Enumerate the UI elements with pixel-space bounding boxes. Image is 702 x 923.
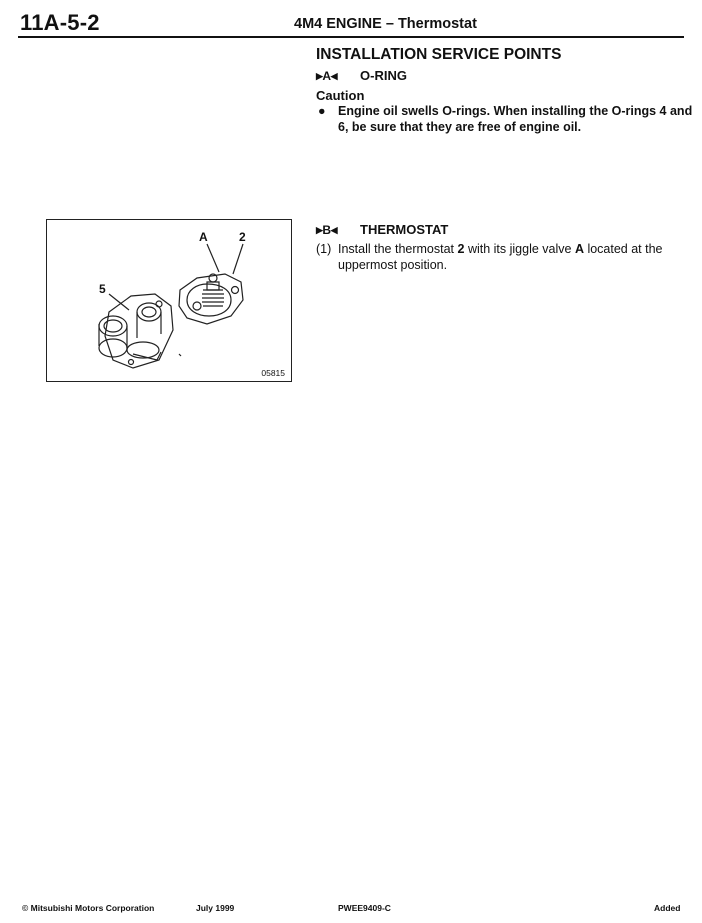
bullet-icon: ● [318,104,326,118]
step-text: Install the thermostat 2 with its jiggle valve A located at the uppermost position. [338,242,663,272]
publish-date: July 1999 [196,903,235,913]
copyright: © Mitsubishi Motors Corporation [22,903,155,913]
caution-label: Caution [316,88,365,103]
right-triangle-icon: ▶ [316,71,323,81]
caution-text: Engine oil swells O-rings. When installing the O-rings 4 and 6, be sure that they are free of engine oil. [338,104,693,134]
callout-5: 5 [99,282,106,296]
thermostat-illustration [46,219,292,382]
page-title: 4M4 ENGINE – Thermostat [294,16,477,32]
oring-heading [316,68,407,83]
thermostat-heading [316,222,449,237]
callout-a: A [199,230,208,244]
thermostat-heading-label: THERMOSTAT [360,222,449,237]
page-header [18,10,684,38]
page-number: 11A-5-2 [20,10,100,35]
thermostat-drawing [47,220,291,381]
section-title: INSTALLATION SERVICE POINTS [316,46,562,63]
left-triangle-icon: ◀ [330,71,338,81]
left-triangle-icon: ◀ [330,225,338,235]
oring-heading-label: O-RING [360,68,407,83]
service-point-marker-b: ▶B◀ [316,223,338,237]
callout-2: 2 [239,230,246,244]
right-triangle-icon: ▶ [316,225,323,235]
step-number: (1) [316,242,332,256]
service-point-marker-a: ▶A◀ [316,69,338,83]
figure-code: 05815 [261,368,285,378]
doc-code: PWEE9409-C [338,903,391,913]
status: Added [654,903,681,913]
